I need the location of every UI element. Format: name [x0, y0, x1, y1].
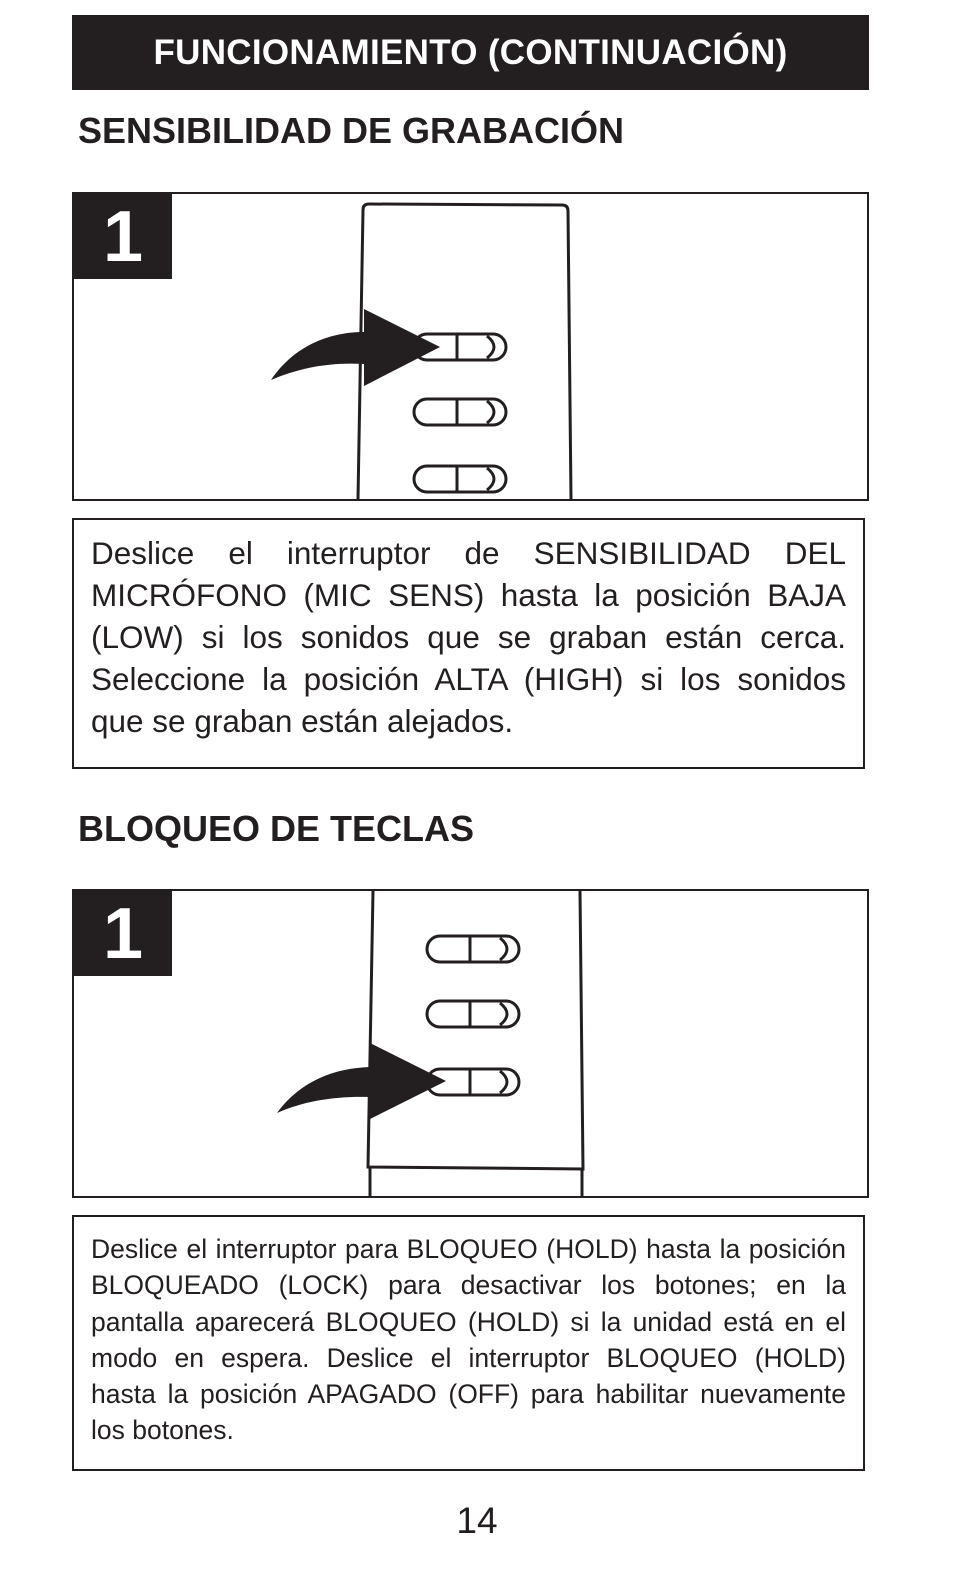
page-number: 14 [456, 1500, 498, 1541]
figure-hold [72, 889, 869, 1198]
switch-arrow-icon [74, 194, 867, 499]
step-badge: 1 [74, 891, 172, 976]
instruction-text-hold: Deslice el interruptor para BLOQUEO (HOLD) hasta la posición BLOQUEADO (LOCK) para desactivar los botones; en la pantalla aparecerá BLOQUEO (HOLD) si la unidad está en el modo en espera. Deslice el interruptor BLOQUEO (HOLD) hasta la posición APAGADO (OFF) para habilitar nuevamente los botones. [72, 1215, 865, 1471]
figure-mic-sens [72, 192, 869, 501]
section-title-sensitivity: SENSIBILIDAD DE GRABACIÓN [78, 110, 625, 151]
page-header [72, 15, 869, 90]
header-title: FUNCIONAMIENTO (CONTINUACIÓN) [153, 32, 788, 72]
step-badge: 1 [74, 194, 172, 279]
switch-arrow-icon [74, 891, 867, 1196]
section-title-key-lock: BLOQUEO DE TECLAS [78, 808, 475, 849]
instruction-text-mic-sens: Deslice el interruptor de SENSIBILIDAD DEL MICRÓFONO (MIC SENS) hasta la posición BAJA (LOW) si los sonidos que se graban están cerca. Seleccione la posición ALTA (HIGH) si los sonidos que se graban están alejados. [72, 518, 865, 769]
